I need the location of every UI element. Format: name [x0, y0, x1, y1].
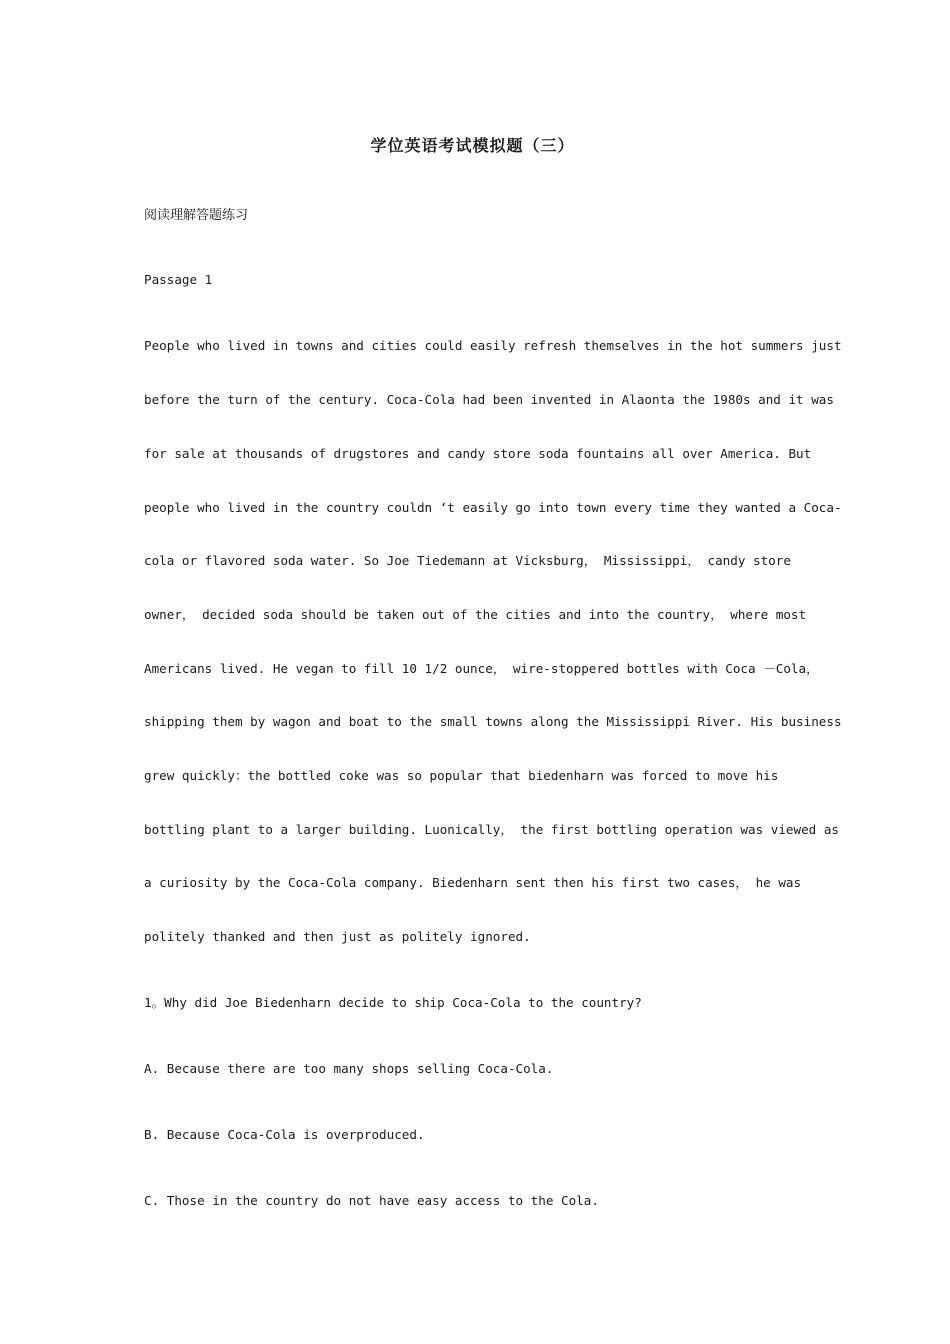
option-c: C. Those in the country do not have easy access to the Cola. [144, 1193, 599, 1208]
option-a: A. Because there are too many shops selling Coca-Cola. [144, 1061, 554, 1076]
passage-line: for sale at thousands of drugstores and candy store soda fountains all over America. But [144, 446, 812, 461]
section-heading: 阅读理解答题练习 [144, 208, 249, 223]
passage-line: Americans lived. He vegan to fill 10 1/2 ounce， wire-stoppered bottles with Coca －Cola， [144, 661, 819, 676]
passage-line: grew quickly：the bottled coke was so popular that biedenharn was forced to move his [144, 768, 779, 783]
passage-line: People who lived in towns and cities could easily refresh themselves in the hot summers just [144, 338, 842, 353]
option-b: B. Because Coca-Cola is overproduced. [144, 1127, 425, 1142]
document-title: 学位英语考试模拟题（三） [370, 136, 575, 155]
passage-line: people who lived in the country couldn ‘t easily go into town every time they wanted a Coca- [144, 500, 842, 515]
passage-line: owner， decided soda should be taken out of the cities and into the country， where most [144, 607, 807, 622]
passage-label: Passage 1 [144, 272, 213, 287]
passage-line: politely thanked and then just as politely ignored. [144, 929, 531, 944]
passage-line: before the turn of the century. Coca-Cola had been invented in Alaonta the 1980s and it was [144, 392, 834, 407]
passage-line: bottling plant to a larger building. Luonically， the first bottling operation was viewed as [144, 822, 839, 837]
passage-line: shipping them by wagon and boat to the small towns along the Mississippi River. His business [144, 714, 842, 729]
passage-line: cola or flavored soda water. So Joe Tiedemann at Vicksburg， Mississippi， candy store [144, 553, 791, 568]
passage-line: a curiosity by the Coca-Cola company. Biedenharn sent then his first two cases， he was [144, 875, 802, 890]
question-1: 1。Why did Joe Biedenharn decide to ship Coca-Cola to the country? [144, 995, 642, 1010]
